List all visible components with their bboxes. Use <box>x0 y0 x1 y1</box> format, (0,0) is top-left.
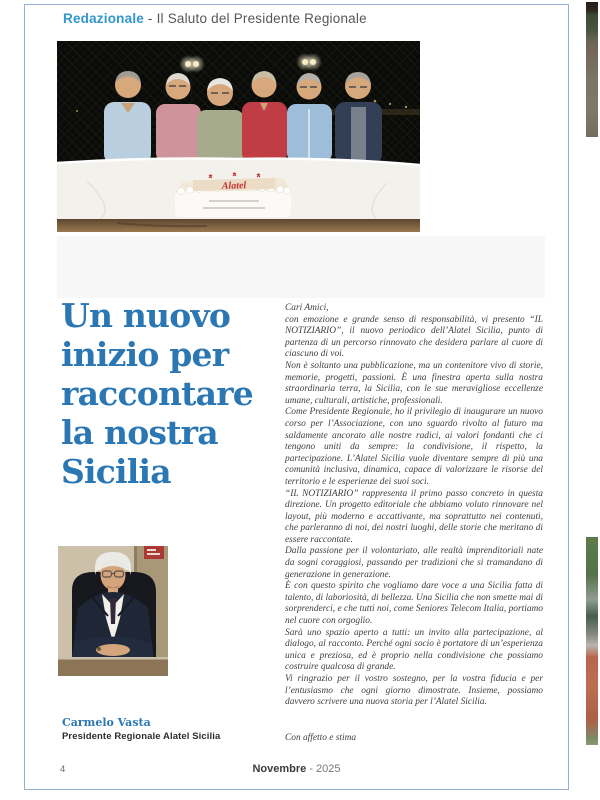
paragraph: “IL NOTIZIARIO” rappresenta il primo passo concreto in questa direzione. Un progetto editoriale che abbiamo voluto rinnovare nel layout, più moderno e accattivante, ma soprattutto nei contenuti, che parleranno di noi, dei nostri luoghi, delle storie che meritano di essere raccontate. <box>285 488 543 545</box>
footer-date <box>24 763 569 775</box>
footer-month: Novembre <box>252 763 307 775</box>
closing-salutation: Con affetto e stima <box>285 732 357 743</box>
section-title: Il Saluto del Presidente Regionale <box>156 11 367 26</box>
paragraph: Non è soltanto una pubblicazione, ma un contenitore vivo di storie, memorie, progetti, passioni. È una finestra aperta sulla nostra straordinaria terra, la Sicilia, con le sue meravigliose eccellenze umane, culturali, artistiche, professionali. <box>285 360 543 406</box>
paragraph: Dalla passione per il volontariato, alle realtà imprenditoriali nate da sogni coraggiosi, passando per tradizioni che si tramandano di generazione in generazione. <box>285 546 543 580</box>
photo-fade-band <box>57 236 545 298</box>
adjacent-page-photo-sliver-top <box>586 2 598 137</box>
article-body <box>285 303 543 744</box>
paragraph: Cari Amici, <box>285 303 329 313</box>
paragraph: con emozione e grande senso di responsabilità, vi presento “IL NOTIZIARIO”, il nuovo periodico dell’Alatel Sicilia, punto di partenza di un percorso rinnovato che desidera parlare al cuore di ciascuno di voi. <box>285 314 543 360</box>
cake-brand-text: Alatel <box>221 180 247 192</box>
paragraph: Come Presidente Regionale, ho il privilegio di inaugurare un nuovo corso per l’Associazione, con uno sguardo rivolto al futuro ma saldamente ancorato alle nostre radici, ai valori fondanti che ci tengono uniti da sempre: la condivisione, il rispetto, la partecipazione. L’Alatel Sicilia vuole diventare sempre di più una comunità inclusiva, dinamica, capace di valorizzare le risorse del territorio e le esperienze dei suoi soci. <box>285 407 543 487</box>
footer-separator: - <box>306 763 317 775</box>
red-wall-sign <box>144 546 164 559</box>
group-photo <box>57 41 420 232</box>
paragraph: Sarà uno spazio aperto a tutti: un invito alla partecipazione, al dialogo, al racconto. Perché ogni socio è portatore di un’esperienza unica e preziosa, ed è proprio nella condivisione che possiamo costruire qualcosa di grande. <box>285 627 543 673</box>
paragraph: Vi ringrazio per il vostro sostegno, per la vostra fiducia e per l’entusiasmo che ogni giorno dimostrate. Insieme, possiamo davvero scrivere una nuova storia per l’Alatel Sicilia. <box>285 674 543 708</box>
president-name: Carmelo Vasta <box>62 716 151 729</box>
article-headline: Un nuovo inizio per raccontare la nostra Sicilia <box>61 296 253 491</box>
section-header <box>63 11 367 26</box>
portrait-caption <box>62 716 220 742</box>
page-number: 4 <box>60 764 66 775</box>
floor <box>57 219 420 232</box>
desk <box>58 658 168 676</box>
section-category: Redazionale <box>63 11 144 26</box>
adjacent-page-photo-sliver-bottom <box>586 537 598 745</box>
paragraph: È con questo spirito che vogliamo dare voce a una Sicilia fatta di talento, di laboriosità, di bellezza. Una Sicilia che non smette mai di sorprenderci, e che tutti noi, come Seniores Telecom Italia, portiamo nel cuore con orgoglio. <box>285 581 543 627</box>
footer-year: 2025 <box>316 763 341 775</box>
president-role: Presidente Regionale Alatel Sicilia <box>62 731 221 742</box>
president-portrait-photo <box>58 546 168 676</box>
section-separator: - <box>143 11 157 26</box>
